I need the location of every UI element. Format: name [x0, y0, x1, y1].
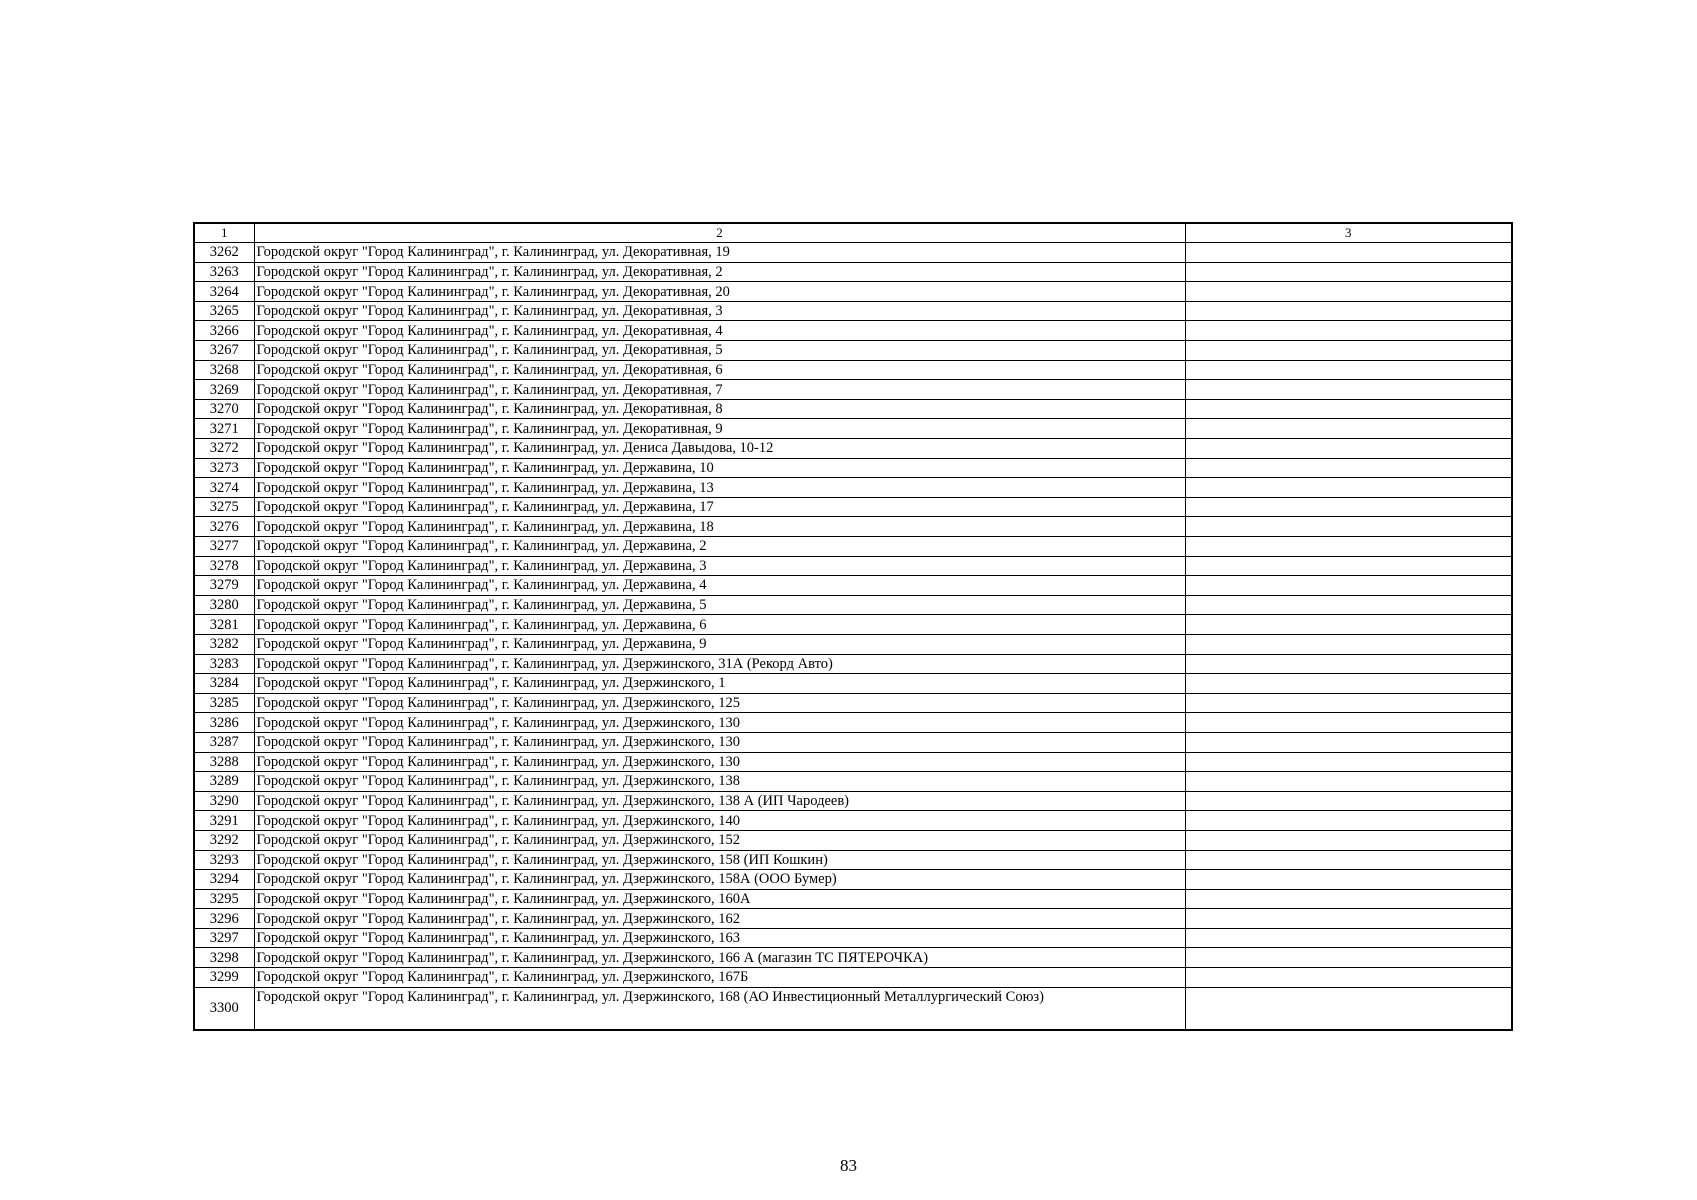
- table-row: [194, 595, 1512, 615]
- row-note: [1185, 301, 1512, 321]
- table-row: [194, 439, 1512, 459]
- row-address: Городской округ "Город Калининград", г. Калининград, ул. Декоративная, 4: [254, 321, 1185, 341]
- row-address: Городской округ "Город Калининград", г. Калининград, ул. Державина, 5: [254, 595, 1185, 615]
- row-number: 3281: [194, 615, 254, 635]
- row-number: 3265: [194, 301, 254, 321]
- table-row: [194, 262, 1512, 282]
- row-number: 3277: [194, 537, 254, 557]
- row-note: [1185, 830, 1512, 850]
- row-note: [1185, 909, 1512, 929]
- row-note: [1185, 576, 1512, 596]
- table-row: [194, 713, 1512, 733]
- row-note: [1185, 732, 1512, 752]
- row-number: 3300: [194, 987, 254, 1030]
- row-address: Городской округ "Город Калининград", г. Калининград, ул. Декоративная, 20: [254, 282, 1185, 302]
- row-note: [1185, 439, 1512, 459]
- row-note: [1185, 811, 1512, 831]
- row-note: [1185, 243, 1512, 263]
- row-address: Городской округ "Город Калининград", г. Калининград, ул. Дзержинского, 163: [254, 928, 1185, 948]
- row-number: 3297: [194, 928, 254, 948]
- table-row: [194, 282, 1512, 302]
- row-note: [1185, 772, 1512, 792]
- row-address: Городской округ "Город Калининград", г. Калининград, ул. Декоративная, 19: [254, 243, 1185, 263]
- row-address: Городской округ "Город Калининград", г. Калининград, ул. Дзержинского, 31А (Рекорд Авто): [254, 654, 1185, 674]
- row-address: Городской округ "Город Калининград", г. Калининград, ул. Декоративная, 9: [254, 419, 1185, 439]
- row-address: Городской округ "Город Калининград", г. Калининград, ул. Дзержинского, 130: [254, 713, 1185, 733]
- table-row: [194, 517, 1512, 537]
- table-row: [194, 380, 1512, 400]
- row-note: [1185, 262, 1512, 282]
- row-number: 3289: [194, 772, 254, 792]
- row-number: 3280: [194, 595, 254, 615]
- row-number: 3288: [194, 752, 254, 772]
- row-address: Городской округ "Город Калининград", г. Калининград, ул. Декоративная, 6: [254, 360, 1185, 380]
- row-note: [1185, 478, 1512, 498]
- table-row: [194, 968, 1512, 988]
- row-number: 3270: [194, 399, 254, 419]
- row-address: Городской округ "Город Калининград", г. Калининград, ул. Державина, 13: [254, 478, 1185, 498]
- row-number: 3294: [194, 870, 254, 890]
- table-row: [194, 850, 1512, 870]
- row-number: 3279: [194, 576, 254, 596]
- table-row: [194, 791, 1512, 811]
- row-number: 3271: [194, 419, 254, 439]
- row-note: [1185, 850, 1512, 870]
- row-number: 3262: [194, 243, 254, 263]
- row-note: [1185, 693, 1512, 713]
- table-row: [194, 419, 1512, 439]
- row-address: Городской округ "Город Калининград", г. Калининград, ул. Дзержинского, 160А: [254, 889, 1185, 909]
- row-note: [1185, 654, 1512, 674]
- row-address: Городской округ "Город Калининград", г. Калининград, ул. Дзержинского, 152: [254, 830, 1185, 850]
- row-address: Городской округ "Город Калининград", г. Калининград, ул. Дзержинского, 130: [254, 752, 1185, 772]
- table-row: [194, 634, 1512, 654]
- table-row: [194, 654, 1512, 674]
- row-note: [1185, 341, 1512, 361]
- row-note: [1185, 615, 1512, 635]
- row-address: Городской округ "Город Калининград", г. Калининград, ул. Дзержинского, 158 (ИП Кошкин): [254, 850, 1185, 870]
- row-note: [1185, 517, 1512, 537]
- row-number: 3266: [194, 321, 254, 341]
- table-row: [194, 811, 1512, 831]
- address-table: [193, 222, 1513, 1031]
- table-header: [194, 223, 1512, 243]
- table-row: [194, 537, 1512, 557]
- row-note: [1185, 870, 1512, 890]
- table-row: [194, 732, 1512, 752]
- row-number: 3273: [194, 458, 254, 478]
- row-number: 3296: [194, 909, 254, 929]
- table-row: [194, 889, 1512, 909]
- column-header-2: 2: [254, 223, 1185, 243]
- row-note: [1185, 360, 1512, 380]
- table-row: [194, 752, 1512, 772]
- row-number: 3290: [194, 791, 254, 811]
- row-address: Городской округ "Город Калининград", г. Калининград, ул. Дзержинского, 166 А (магазин ТС ПЯТЕРОЧКА): [254, 948, 1185, 968]
- table-row: [194, 928, 1512, 948]
- row-number: 3278: [194, 556, 254, 576]
- row-address: Городской округ "Город Калининград", г. Калининград, ул. Декоративная, 3: [254, 301, 1185, 321]
- row-number: 3267: [194, 341, 254, 361]
- row-note: [1185, 380, 1512, 400]
- row-address: Городской округ "Город Калининград", г. Калининград, ул. Дзержинского, 138: [254, 772, 1185, 792]
- table-row: [194, 399, 1512, 419]
- table-body: [194, 243, 1512, 1031]
- row-note: [1185, 791, 1512, 811]
- row-number: 3264: [194, 282, 254, 302]
- row-address: Городской округ "Город Калининград", г. Калининград, ул. Дениса Давыдова, 10-12: [254, 439, 1185, 459]
- row-note: [1185, 419, 1512, 439]
- table-row: [194, 458, 1512, 478]
- row-address: Городской округ "Город Калининград", г. Калининград, ул. Декоративная, 8: [254, 399, 1185, 419]
- table-row: [194, 674, 1512, 694]
- row-address: Городской округ "Город Калининград", г. Калининград, ул. Дзержинского, 158А (ООО Бумер): [254, 870, 1185, 890]
- table-row: [194, 321, 1512, 341]
- table-row: [194, 301, 1512, 321]
- table-row: [194, 870, 1512, 890]
- row-address: Городской округ "Город Калининград", г. Калининград, ул. Декоративная, 2: [254, 262, 1185, 282]
- row-address: Городской округ "Город Калининград", г. Калининград, ул. Державина, 6: [254, 615, 1185, 635]
- row-address: Городской округ "Город Калининград", г. Калининград, ул. Дзержинского, 140: [254, 811, 1185, 831]
- row-address: Городской округ "Город Калининград", г. Калининград, ул. Дзержинского, 168 (АО Инвестиционный Металлургический Союз): [254, 987, 1185, 1030]
- row-number: 3292: [194, 830, 254, 850]
- table-row: [194, 341, 1512, 361]
- row-note: [1185, 595, 1512, 615]
- row-note: [1185, 399, 1512, 419]
- row-note: [1185, 634, 1512, 654]
- row-note: [1185, 458, 1512, 478]
- table-row: [194, 772, 1512, 792]
- row-number: 3263: [194, 262, 254, 282]
- row-number: 3272: [194, 439, 254, 459]
- row-number: 3274: [194, 478, 254, 498]
- row-address: Городской округ "Город Калининград", г. Калининград, ул. Дзержинского, 125: [254, 693, 1185, 713]
- row-note: [1185, 889, 1512, 909]
- row-number: 3269: [194, 380, 254, 400]
- table-row: [194, 987, 1512, 1030]
- row-number: 3291: [194, 811, 254, 831]
- table-row: [194, 830, 1512, 850]
- row-number: 3275: [194, 497, 254, 517]
- row-number: 3283: [194, 654, 254, 674]
- table-row: [194, 693, 1512, 713]
- row-address: Городской округ "Город Калининград", г. Калининград, ул. Декоративная, 7: [254, 380, 1185, 400]
- table-row: [194, 360, 1512, 380]
- row-address: Городской округ "Город Калининград", г. Калининград, ул. Державина, 10: [254, 458, 1185, 478]
- table-row: [194, 497, 1512, 517]
- row-note: [1185, 537, 1512, 557]
- table-row: [194, 556, 1512, 576]
- row-number: 3284: [194, 674, 254, 694]
- row-address: Городской округ "Город Калининград", г. Калининград, ул. Декоративная, 5: [254, 341, 1185, 361]
- header-row: [194, 223, 1512, 243]
- table-row: [194, 948, 1512, 968]
- column-header-1: 1: [194, 223, 254, 243]
- row-note: [1185, 282, 1512, 302]
- row-note: [1185, 497, 1512, 517]
- row-note: [1185, 321, 1512, 341]
- row-note: [1185, 968, 1512, 988]
- row-address: Городской округ "Город Калининград", г. Калининград, ул. Дзержинского, 130: [254, 732, 1185, 752]
- row-note: [1185, 987, 1512, 1030]
- row-address: Городской округ "Город Калининград", г. Калининград, ул. Державина, 18: [254, 517, 1185, 537]
- row-number: 3293: [194, 850, 254, 870]
- table-row: [194, 909, 1512, 929]
- row-address: Городской округ "Город Калининград", г. Калининград, ул. Дзержинского, 1: [254, 674, 1185, 694]
- row-address: Городской округ "Город Калининград", г. Калининград, ул. Державина, 17: [254, 497, 1185, 517]
- row-number: 3287: [194, 732, 254, 752]
- row-note: [1185, 674, 1512, 694]
- row-address: Городской округ "Город Калининград", г. Калининград, ул. Державина, 4: [254, 576, 1185, 596]
- page-number: 83: [840, 1156, 857, 1175]
- row-number: 3276: [194, 517, 254, 537]
- column-header-3: 3: [1185, 223, 1512, 243]
- row-number: 3282: [194, 634, 254, 654]
- row-note: [1185, 556, 1512, 576]
- row-address: Городской округ "Город Калининград", г. Калининград, ул. Дзержинского, 138 А (ИП Чародеев): [254, 791, 1185, 811]
- table-row: [194, 615, 1512, 635]
- row-note: [1185, 948, 1512, 968]
- table-row: [194, 478, 1512, 498]
- row-note: [1185, 713, 1512, 733]
- row-address: Городской округ "Город Калининград", г. Калининград, ул. Державина, 9: [254, 634, 1185, 654]
- row-address: Городской округ "Город Калининград", г. Калининград, ул. Державина, 3: [254, 556, 1185, 576]
- row-note: [1185, 928, 1512, 948]
- row-address: Городской округ "Город Калининград", г. Калининград, ул. Дзержинского, 167Б: [254, 968, 1185, 988]
- row-number: 3298: [194, 948, 254, 968]
- row-address: Городской округ "Город Калининград", г. Калининград, ул. Державина, 2: [254, 537, 1185, 557]
- row-note: [1185, 752, 1512, 772]
- row-number: 3295: [194, 889, 254, 909]
- row-number: 3268: [194, 360, 254, 380]
- row-address: Городской округ "Город Калининград", г. Калининград, ул. Дзержинского, 162: [254, 909, 1185, 929]
- table-row: [194, 243, 1512, 263]
- row-number: 3299: [194, 968, 254, 988]
- table-row: [194, 576, 1512, 596]
- row-number: 3286: [194, 713, 254, 733]
- row-number: 3285: [194, 693, 254, 713]
